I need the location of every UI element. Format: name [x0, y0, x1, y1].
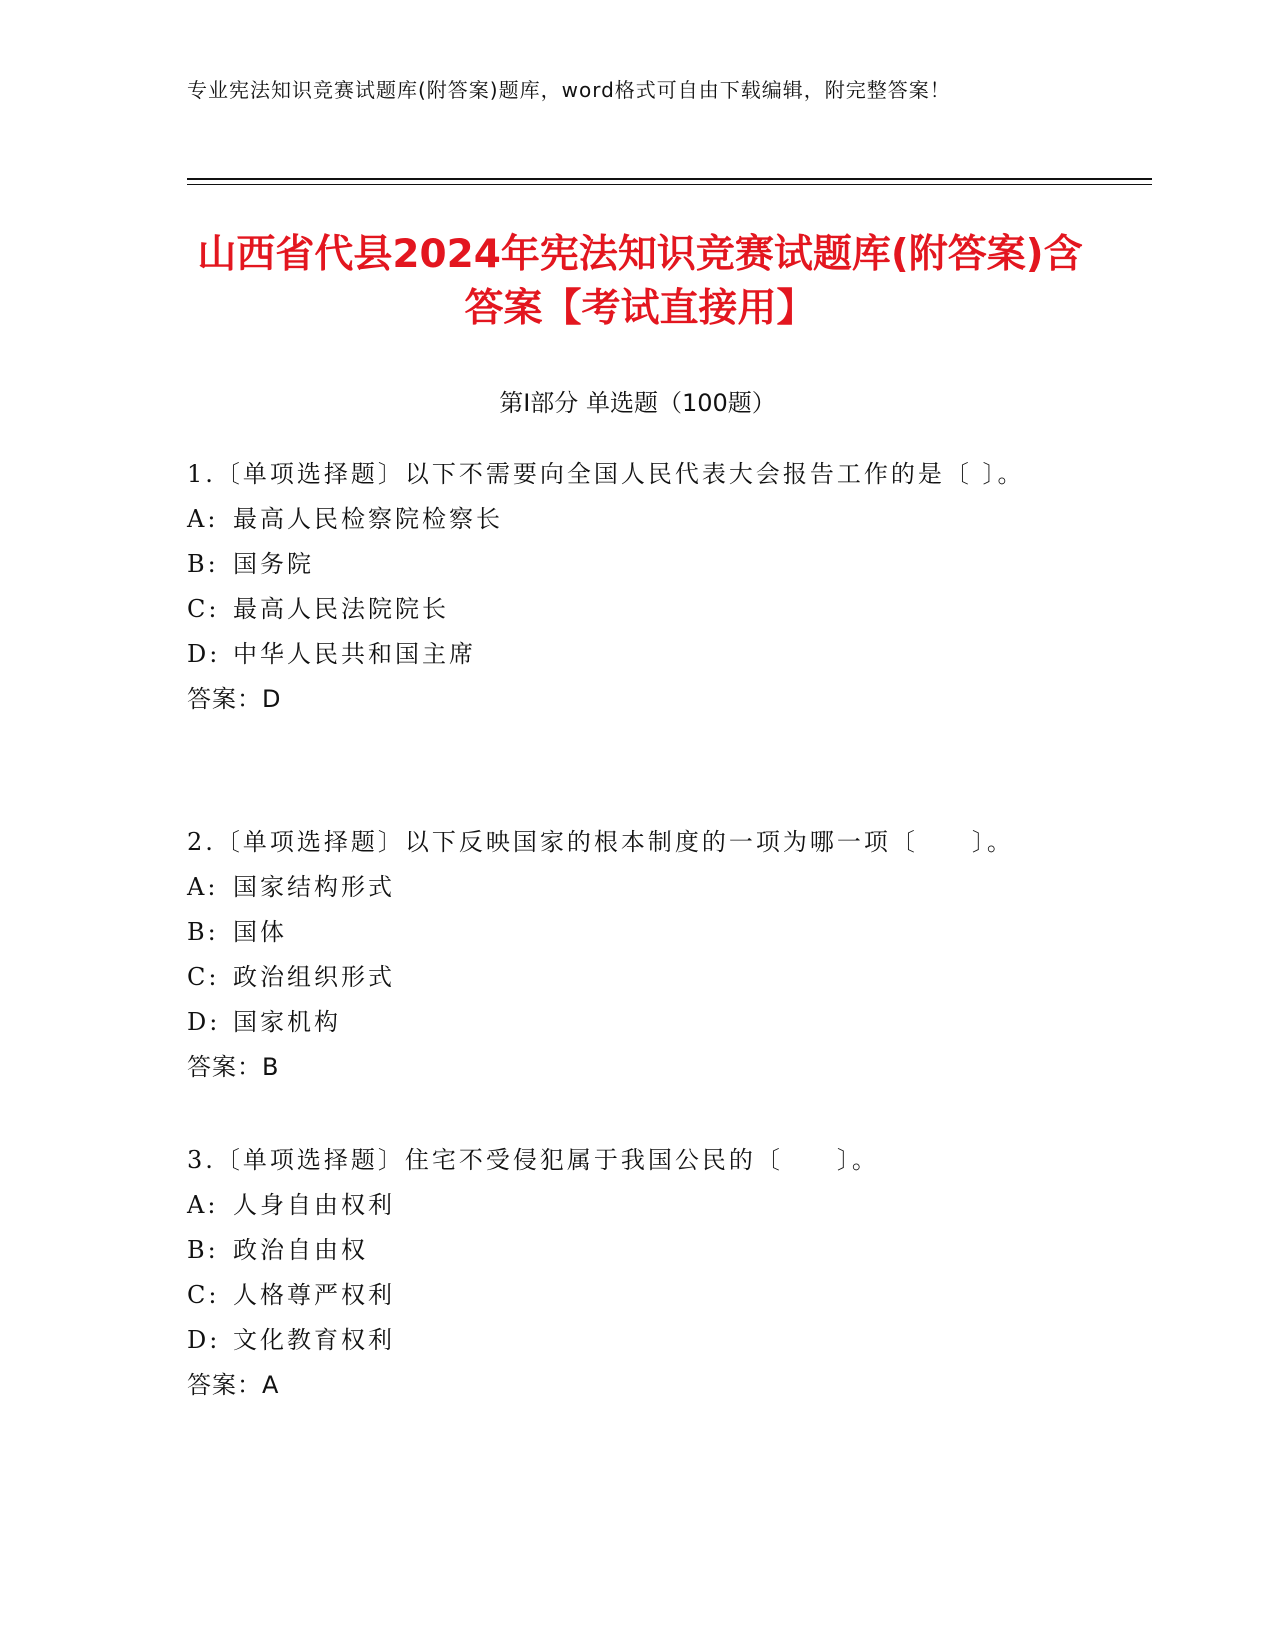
document-title: 山西省代县2024年宪法知识竞赛试题库(附答案)含答案【考试直接用】 [197, 232, 1083, 331]
option-key: D: [187, 1326, 221, 1354]
option-d [187, 632, 1057, 677]
option-key: C: [187, 595, 220, 623]
option-text: 国务院 [233, 550, 314, 578]
option-key: D: [187, 640, 221, 668]
option-key: C: [187, 963, 220, 991]
option-text: 人格尊严权利 [233, 1281, 395, 1309]
header-divider-thick [187, 178, 1152, 180]
question-2 [187, 820, 1057, 1090]
option-text: 政治自由权 [233, 1236, 368, 1264]
option-b [187, 542, 1057, 587]
option-key: A: [187, 873, 219, 901]
option-a [187, 1183, 1057, 1228]
option-d [187, 1318, 1057, 1363]
option-key: A: [187, 1191, 219, 1219]
header-divider-thin [187, 184, 1152, 185]
option-text: 最高人民法院院长 [233, 595, 449, 623]
answer: 答案：B [187, 1053, 280, 1081]
option-c [187, 587, 1057, 632]
option-key: B: [187, 550, 219, 578]
option-a [187, 865, 1057, 910]
question-3 [187, 1138, 1057, 1408]
question-1 [187, 452, 1057, 722]
answer: 答案：A [187, 1371, 280, 1399]
option-text: 人身自由权利 [233, 1191, 395, 1219]
option-key: B: [187, 1236, 219, 1264]
option-text: 最高人民检察院检察长 [233, 505, 503, 533]
option-text: 国体 [233, 918, 287, 946]
question-stem: 1.〔单项选择题〕以下不需要向全国人民代表大会报告工作的是〔 〕。 [187, 460, 1025, 488]
option-key: D: [187, 1008, 221, 1036]
option-key: B: [187, 918, 219, 946]
option-c [187, 955, 1057, 1000]
section-heading: 第I部分 单选题（100题） [499, 389, 776, 417]
option-a [187, 497, 1057, 542]
question-stem: 2.〔单项选择题〕以下反映国家的根本制度的一项为哪一项〔 〕。 [187, 828, 1014, 856]
option-text: 中华人民共和国主席 [233, 640, 476, 668]
option-text: 国家结构形式 [233, 873, 395, 901]
answer: 答案：D [187, 685, 282, 713]
option-text: 文化教育权利 [233, 1326, 395, 1354]
header-note: 专业宪法知识竞赛试题库(附答案)题库，word格式可自由下载编辑，附完整答案！ [187, 78, 951, 102]
option-c [187, 1273, 1057, 1318]
option-b [187, 910, 1057, 955]
option-text: 政治组织形式 [233, 963, 395, 991]
option-text: 国家机构 [233, 1008, 341, 1036]
option-key: A: [187, 505, 219, 533]
option-b [187, 1228, 1057, 1273]
question-stem: 3.〔单项选择题〕住宅不受侵犯属于我国公民的〔 〕。 [187, 1146, 879, 1174]
option-d [187, 1000, 1057, 1045]
option-key: C: [187, 1281, 220, 1309]
